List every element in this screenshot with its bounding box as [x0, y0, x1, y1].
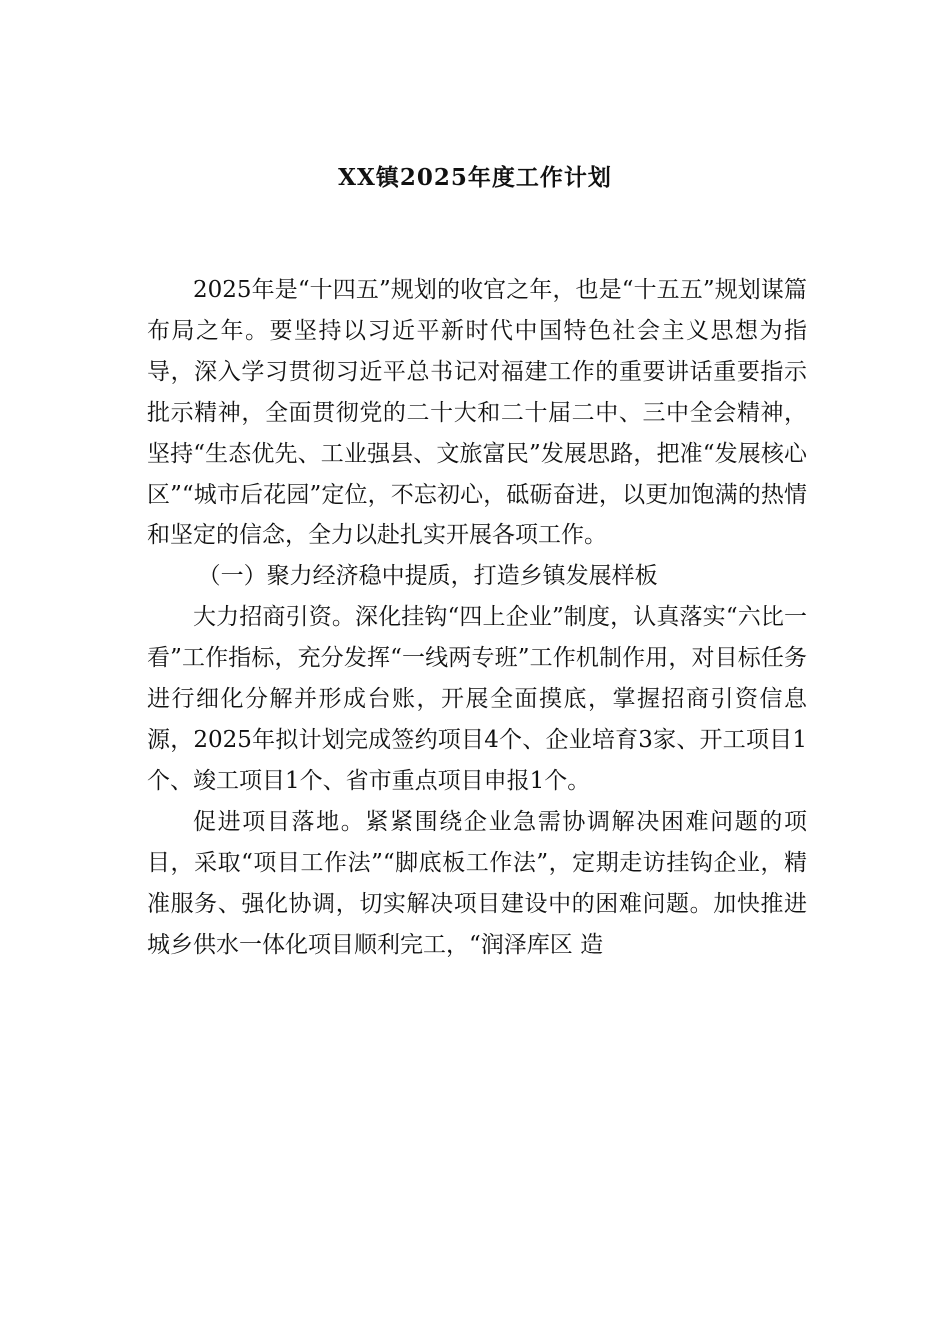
intro-paragraph: 2025年是“十四五”规划的收官之年，也是“十五五”规划谋篇布局之年。要坚持以习近平新时代中国特色社会主义思想为指导，深入学习贯彻习近平总书记对福建工作的重要讲话重要指示批示精神，全面贯彻党的二十大和二十届二中、三中全会精神，坚持“生态优先、工业强县、文旅富民”发展思路，把准“发展核心区”“城市后花园”定位，不忘初心，砥砺奋进，以更加饱满的热情和坚定的信念，全力以赴扎实开展各项工作。 [147, 277, 807, 549]
paragraph-projects: 促进项目落地。紧紧围绕企业急需协调解决困难问题的项目，采取“项目工作法”“脚底板工作法”，定期走访挂钩企业，精准服务、强化协调，切实解决项目建设中的困难问题。加快推进城乡供水一体化项目顺利完工，“润泽库区 造 [147, 808, 807, 958]
paragraph-investment: 大力招商引资。深化挂钩“四上企业”制度，认真落实“六比一看”工作指标，充分发挥“一线两专班”工作机制作用，对目标任务进行细化分解并形成台账，开展全面摸底，掌握招商引资信息源，2025年拟计划完成签约项目4个、企业培育3家、开工项目1个、竣工项目1个、省市重点项目申报1个。 [147, 604, 807, 794]
document-body [147, 270, 807, 965]
section-heading-1: （一）聚力经济稳中提质，打造乡镇发展样板 [197, 563, 658, 590]
document-title: XX镇2025年度工作计划 [338, 164, 612, 191]
